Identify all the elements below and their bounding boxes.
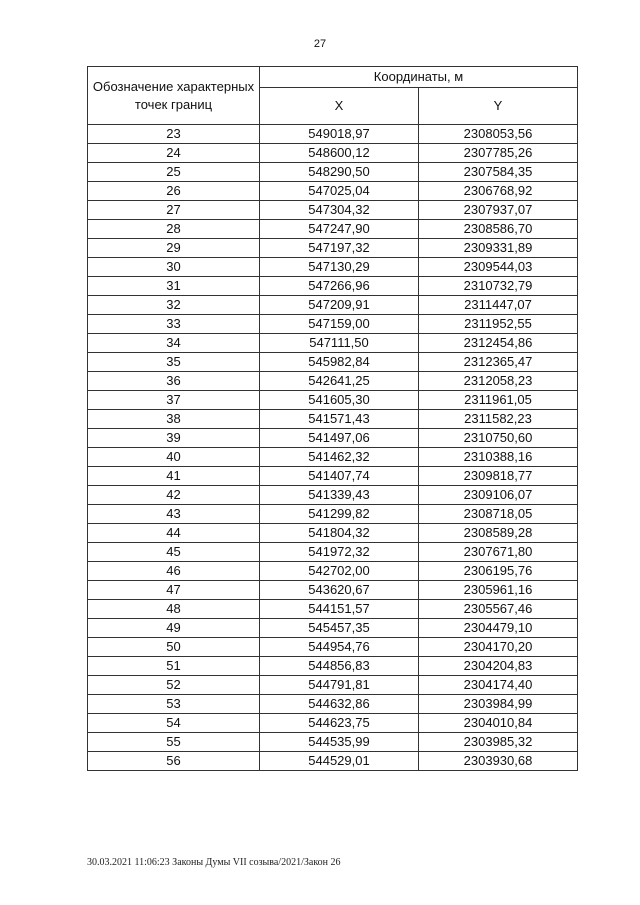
x-coordinate-cell: 541462,32 (260, 448, 419, 467)
y-coordinate-cell: 2309544,03 (419, 258, 578, 277)
y-coordinate-cell: 2312454,86 (419, 334, 578, 353)
table-row (88, 638, 578, 657)
point-id-cell: 25 (88, 163, 260, 182)
table-header (88, 67, 578, 125)
y-coordinate-cell: 2308589,28 (419, 524, 578, 543)
point-id-cell: 38 (88, 410, 260, 429)
table-row (88, 714, 578, 733)
y-coordinate-cell: 2305567,46 (419, 600, 578, 619)
page-number: 27 (313, 38, 327, 50)
table-row (88, 619, 578, 638)
footer-stamp: 30.03.2021 11:06:23 Законы Думы VII созыва/2021/Закон 26 (87, 857, 341, 868)
point-id-cell: 32 (88, 296, 260, 315)
y-coordinate-cell: 2308718,05 (419, 505, 578, 524)
x-coordinate-cell: 544535,99 (260, 733, 419, 752)
x-coordinate-cell: 547209,91 (260, 296, 419, 315)
table-row (88, 220, 578, 239)
point-id-cell: 50 (88, 638, 260, 657)
point-id-cell: 47 (88, 581, 260, 600)
table-row (88, 277, 578, 296)
y-coordinate-cell: 2309106,07 (419, 486, 578, 505)
y-coordinate-cell: 2304204,83 (419, 657, 578, 676)
x-coordinate-cell: 547197,32 (260, 239, 419, 258)
x-coordinate-cell: 547159,00 (260, 315, 419, 334)
x-coordinate-cell: 547247,90 (260, 220, 419, 239)
table-row (88, 144, 578, 163)
table-row (88, 334, 578, 353)
point-id-cell: 26 (88, 182, 260, 201)
y-coordinate-cell: 2311447,07 (419, 296, 578, 315)
y-coordinate-cell: 2311582,23 (419, 410, 578, 429)
point-id-cell: 27 (88, 201, 260, 220)
point-id-cell: 52 (88, 676, 260, 695)
point-id-cell: 51 (88, 657, 260, 676)
point-id-cell: 39 (88, 429, 260, 448)
x-coordinate-cell: 541804,32 (260, 524, 419, 543)
x-coordinate-cell: 541497,06 (260, 429, 419, 448)
y-coordinate-cell: 2308053,56 (419, 125, 578, 144)
table-row (88, 600, 578, 619)
x-coordinate-cell: 545457,35 (260, 619, 419, 638)
header-point-designation: Обозначение характерных точек границ (88, 67, 260, 125)
point-id-cell: 29 (88, 239, 260, 258)
x-coordinate-cell: 541407,74 (260, 467, 419, 486)
point-id-cell: 37 (88, 391, 260, 410)
x-coordinate-cell: 544632,86 (260, 695, 419, 714)
x-coordinate-cell: 542702,00 (260, 562, 419, 581)
y-coordinate-cell: 2307937,07 (419, 201, 578, 220)
table-row (88, 201, 578, 220)
x-coordinate-cell: 543620,67 (260, 581, 419, 600)
table-row (88, 372, 578, 391)
x-coordinate-cell: 545982,84 (260, 353, 419, 372)
table-row (88, 505, 578, 524)
table-row (88, 695, 578, 714)
table-row (88, 239, 578, 258)
table-row (88, 353, 578, 372)
table-row (88, 581, 578, 600)
y-coordinate-cell: 2312365,47 (419, 353, 578, 372)
y-coordinate-cell: 2307584,35 (419, 163, 578, 182)
point-id-cell: 36 (88, 372, 260, 391)
x-coordinate-cell: 541972,32 (260, 543, 419, 562)
table-row (88, 182, 578, 201)
point-id-cell: 28 (88, 220, 260, 239)
point-id-cell: 54 (88, 714, 260, 733)
x-coordinate-cell: 544954,76 (260, 638, 419, 657)
y-coordinate-cell: 2304170,20 (419, 638, 578, 657)
point-id-cell: 23 (88, 125, 260, 144)
point-id-cell: 34 (88, 334, 260, 353)
table-row (88, 296, 578, 315)
y-coordinate-cell: 2305961,16 (419, 581, 578, 600)
x-coordinate-cell: 544529,01 (260, 752, 419, 771)
x-coordinate-cell: 547111,50 (260, 334, 419, 353)
x-coordinate-cell: 544856,83 (260, 657, 419, 676)
header-x: X (260, 88, 419, 125)
y-coordinate-cell: 2306768,92 (419, 182, 578, 201)
y-coordinate-cell: 2307785,26 (419, 144, 578, 163)
table-row (88, 543, 578, 562)
x-coordinate-cell: 541299,82 (260, 505, 419, 524)
x-coordinate-cell: 547304,32 (260, 201, 419, 220)
point-id-cell: 30 (88, 258, 260, 277)
x-coordinate-cell: 548600,12 (260, 144, 419, 163)
y-coordinate-cell: 2310388,16 (419, 448, 578, 467)
point-id-cell: 56 (88, 752, 260, 771)
table-row (88, 676, 578, 695)
table-row (88, 315, 578, 334)
x-coordinate-cell: 544151,57 (260, 600, 419, 619)
x-coordinate-cell: 541571,43 (260, 410, 419, 429)
point-id-cell: 53 (88, 695, 260, 714)
table-row (88, 733, 578, 752)
x-coordinate-cell: 544623,75 (260, 714, 419, 733)
table-row (88, 524, 578, 543)
point-id-cell: 33 (88, 315, 260, 334)
y-coordinate-cell: 2309331,89 (419, 239, 578, 258)
x-coordinate-cell: 542641,25 (260, 372, 419, 391)
table-row (88, 562, 578, 581)
table-row (88, 752, 578, 771)
y-coordinate-cell: 2303984,99 (419, 695, 578, 714)
x-coordinate-cell: 547130,29 (260, 258, 419, 277)
y-coordinate-cell: 2307671,80 (419, 543, 578, 562)
y-coordinate-cell: 2311952,55 (419, 315, 578, 334)
y-coordinate-cell: 2304010,84 (419, 714, 578, 733)
point-id-cell: 48 (88, 600, 260, 619)
table-row (88, 429, 578, 448)
table-row (88, 448, 578, 467)
y-coordinate-cell: 2303930,68 (419, 752, 578, 771)
point-id-cell: 41 (88, 467, 260, 486)
y-coordinate-cell: 2304174,40 (419, 676, 578, 695)
y-coordinate-cell: 2309818,77 (419, 467, 578, 486)
coordinates-table (87, 66, 578, 771)
x-coordinate-cell: 548290,50 (260, 163, 419, 182)
table-row (88, 391, 578, 410)
point-id-cell: 46 (88, 562, 260, 581)
point-id-cell: 40 (88, 448, 260, 467)
table-row (88, 163, 578, 182)
table-body (88, 125, 578, 771)
point-id-cell: 31 (88, 277, 260, 296)
x-coordinate-cell: 549018,97 (260, 125, 419, 144)
y-coordinate-cell: 2311961,05 (419, 391, 578, 410)
y-coordinate-cell: 2306195,76 (419, 562, 578, 581)
table-row (88, 467, 578, 486)
x-coordinate-cell: 541339,43 (260, 486, 419, 505)
x-coordinate-cell: 544791,81 (260, 676, 419, 695)
header-coordinates: Координаты, м (260, 67, 578, 88)
header-y: Y (419, 88, 578, 125)
table-row (88, 486, 578, 505)
y-coordinate-cell: 2303985,32 (419, 733, 578, 752)
point-id-cell: 55 (88, 733, 260, 752)
point-id-cell: 49 (88, 619, 260, 638)
x-coordinate-cell: 541605,30 (260, 391, 419, 410)
point-id-cell: 35 (88, 353, 260, 372)
table-row (88, 258, 578, 277)
x-coordinate-cell: 547025,04 (260, 182, 419, 201)
point-id-cell: 42 (88, 486, 260, 505)
y-coordinate-cell: 2304479,10 (419, 619, 578, 638)
y-coordinate-cell: 2308586,70 (419, 220, 578, 239)
point-id-cell: 43 (88, 505, 260, 524)
x-coordinate-cell: 547266,96 (260, 277, 419, 296)
y-coordinate-cell: 2312058,23 (419, 372, 578, 391)
y-coordinate-cell: 2310732,79 (419, 277, 578, 296)
point-id-cell: 45 (88, 543, 260, 562)
point-id-cell: 44 (88, 524, 260, 543)
y-coordinate-cell: 2310750,60 (419, 429, 578, 448)
table-row (88, 657, 578, 676)
table-row (88, 125, 578, 144)
point-id-cell: 24 (88, 144, 260, 163)
table-row (88, 410, 578, 429)
